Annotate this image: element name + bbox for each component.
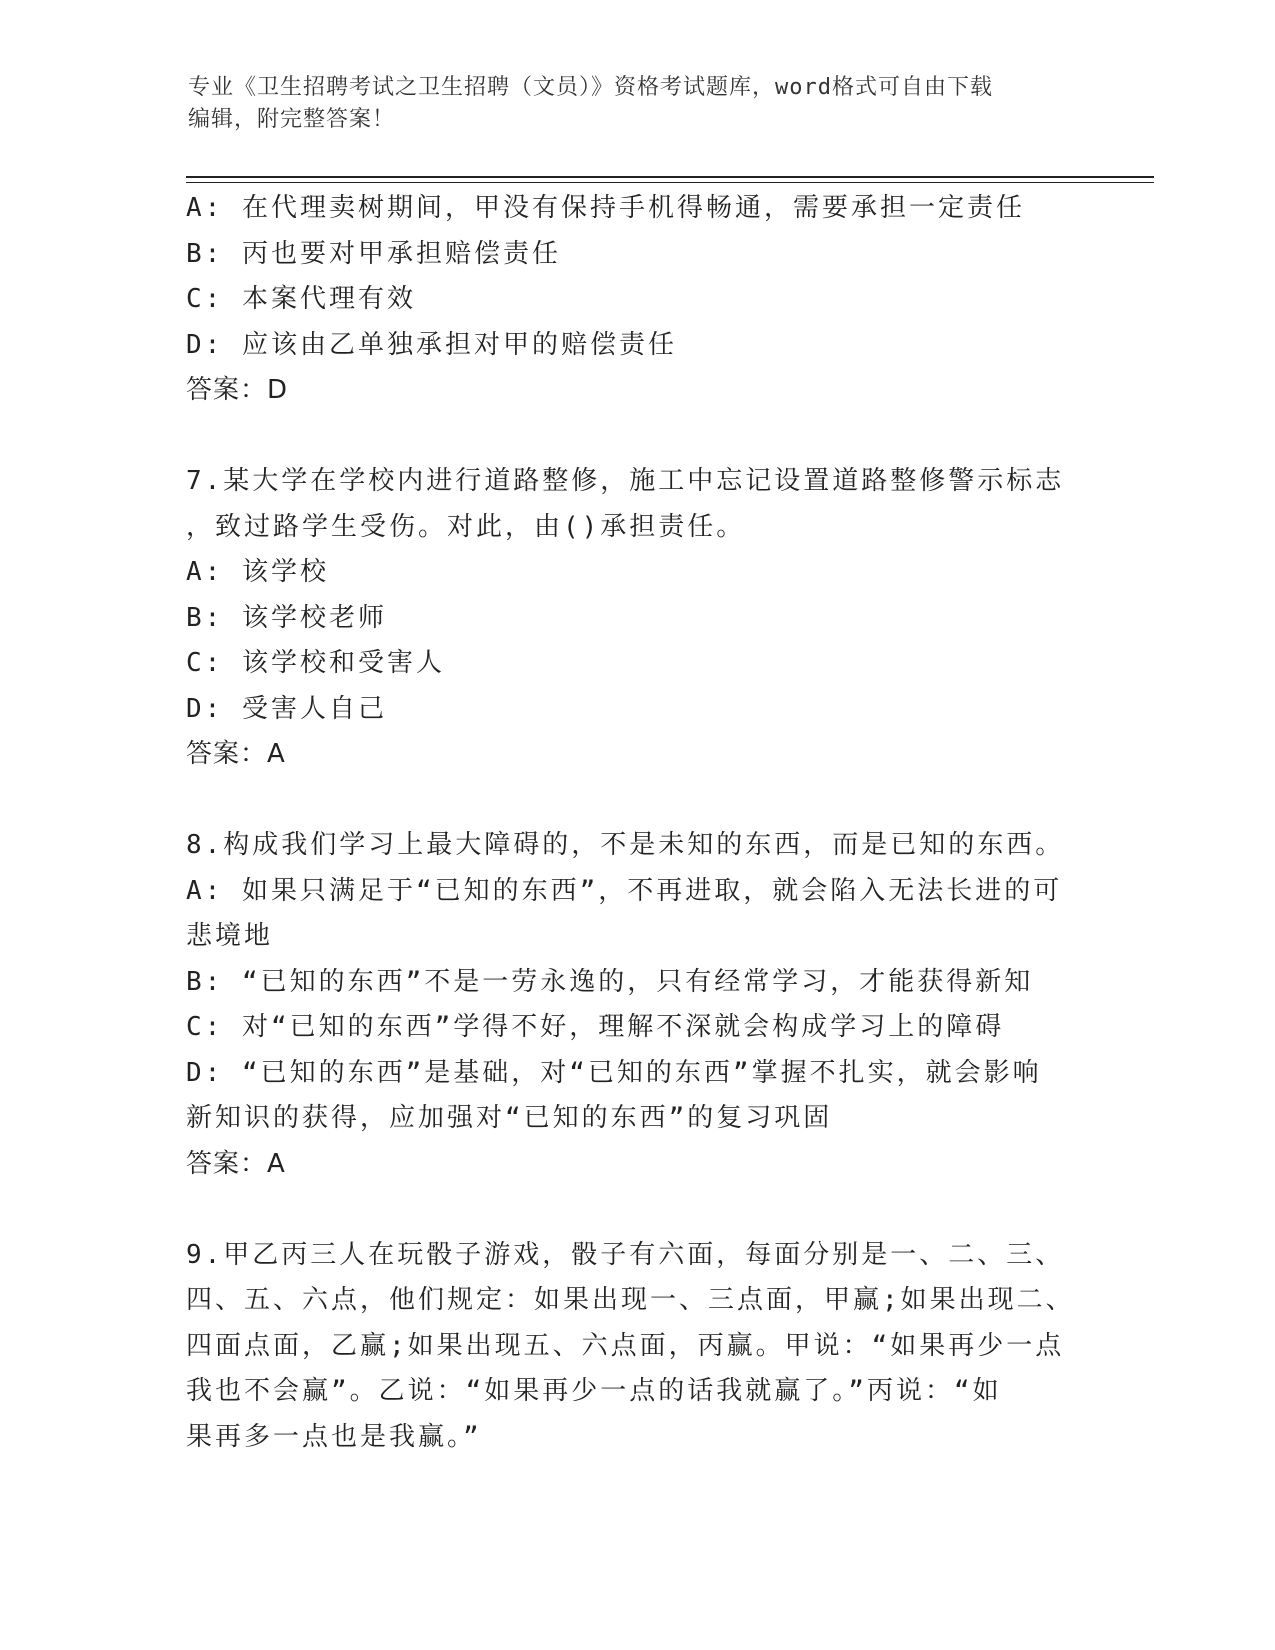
question-6	[186, 186, 1066, 414]
question-stem: 我也不会赢”。乙说：“如果再少一点的话我就赢了。”丙说：“如	[186, 1376, 1002, 1406]
question-stem: 8.构成我们学习上最大障碍的，不是未知的东西，而是已知的东西。	[186, 830, 1065, 860]
question-list	[186, 186, 1075, 1460]
option-c: C: 对“已知的东西”学得不好，理解不深就会构成学习上的障碍	[186, 1012, 1005, 1042]
question-stem: 7.某大学在学校内进行道路整修，施工中忘记设置道路整修警示标志	[186, 466, 1065, 496]
question-stem: 果再多一点也是我赢。”	[186, 1421, 482, 1452]
option-b: B: “已知的东西”不是一劳永逸的，只有经常学习，才能获得新知	[186, 966, 1034, 997]
option-a: A: 该学校	[186, 557, 329, 587]
option-d-continued: 新知识的获得，应加强对“已知的东西”的复习巩固	[186, 1103, 833, 1133]
option-a: A: 如果只满足于“已知的东西”，不再进取，就会陷入无法长进的可	[186, 875, 1063, 906]
option-a-continued: 悲境地	[186, 921, 274, 951]
option-d: D: 应该由乙单独承担对甲的赔偿责任	[186, 329, 677, 360]
option-b: B: 丙也要对甲承担赔偿责任	[186, 238, 561, 269]
header-line-2: 编辑，附完整答案！	[188, 107, 396, 132]
header-line-1: 专业《卫生招聘考试之卫生招聘（文员）》资格考试题库，word格式可自由下载	[188, 75, 993, 100]
answer: 答案：A	[186, 1148, 286, 1179]
option-d: D: 受害人自己	[186, 693, 387, 724]
header-divider-thick	[186, 176, 1154, 178]
option-c: C: 该学校和受害人	[186, 648, 445, 678]
document-header	[188, 72, 1088, 136]
option-d: D: “已知的东西”是基础，对“已知的东西”掌握不扎实，就会影响	[186, 1057, 1042, 1088]
option-a: A: 在代理卖树期间，甲没有保持手机得畅通，需要承担一定责任	[186, 193, 1025, 223]
answer: 答案：A	[186, 739, 286, 769]
question-stem: 四面点面，乙赢;如果出现五、六点面，丙赢。甲说：“如果再少一点	[186, 1330, 1065, 1361]
question-9	[186, 1233, 1075, 1461]
option-b: B: 该学校老师	[186, 602, 387, 633]
option-c: C: 本案代理有效	[186, 284, 416, 314]
question-stem: 四、五、六点，他们规定：如果出现一、三点面，甲赢;如果出现二、	[186, 1285, 1075, 1315]
answer: 答案：D	[186, 375, 289, 405]
header-divider-thin	[186, 182, 1154, 183]
question-stem: ，致过路学生受伤。对此，由()承担责任。	[186, 511, 746, 542]
question-7	[186, 459, 1066, 778]
question-8	[186, 823, 1066, 1187]
question-stem: 9.甲乙丙三人在玩骰子游戏，骰子有六面，每面分别是一、二、三、	[186, 1239, 1065, 1270]
